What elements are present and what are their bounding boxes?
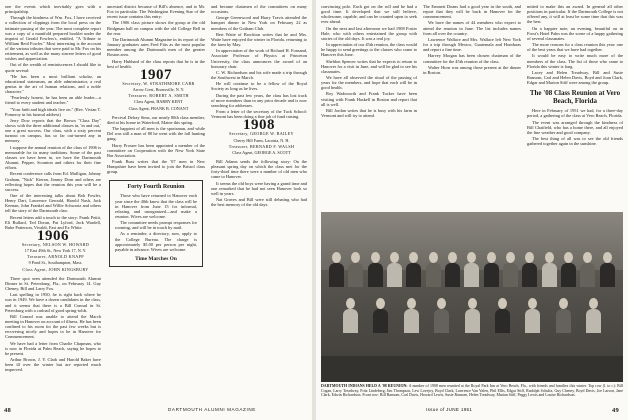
- paragraph: The Emmett Doans had a good year in the south, and report that they will be back in Hanover for the commencement.: [423, 4, 521, 20]
- paragraph: We have the names of 44 members who expect to attend the reunion in June. The list includes names from all over the country.: [423, 20, 521, 36]
- class-officer-line: Treasurer, ROBERT A. SMITH: [128, 93, 189, 99]
- paragraph: Bert Waite of Brockton writes that he and Mrs. Waite have enjoyed the winter in Florida, returning to the farm by May.: [211, 31, 307, 48]
- class-officer-line: Cherry Hill Farm, Laconia, N. H.: [233, 137, 290, 143]
- paragraph: Recent letters add a touch to the story: Frank Pettit, Eli Bullard, Ted Doran, Pat Lyford, Jack Wardell, Rube Patterson, Vivaldi, Fast and Ex White.: [5, 214, 101, 230]
- left-page: [0, 0, 312, 420]
- paragraph: Last spelling in 1950, he is right back where he was in 1949. We have a dozen candidates in the class, and it seems that there is a Bill Conrad in St. Petersburg with a carload of good spring-tolds.: [5, 292, 101, 313]
- story-heading: The '08 Class Reunion at Vero Beach, Florida: [529, 89, 621, 106]
- paragraph: Bill Adams sends the following story: On the pleasant spring day on which the class met for the forty-third time there were a number of old men who came to Hanover.: [211, 159, 307, 180]
- paragraph: ancestral district because of Bill's absence, and to Mr. Fox in particular. The Washington Evening Star of the recent issue contains this entry:: [107, 4, 205, 20]
- paragraph: mitted to make this an award. In general all other positions in particular. If the Dartmouth College is not offered any, it will at least be some time that this was the best.: [527, 4, 623, 25]
- issue-date-footer: Issue of JUNE 1951: [426, 407, 473, 412]
- right-page: [316, 0, 628, 420]
- paragraph: The 1906 class picture shows the group at the old Bridgman hall on campus with the old College Bell in the rear.: [107, 20, 205, 36]
- magazine-name-footer: DARTMOUTH ALUMNI MAGAZINE: [168, 407, 256, 412]
- paragraph: We have all observed the ritual of the passing of years for the members, and hope that each will be in good health.: [321, 74, 417, 91]
- reunion-group-photo: [321, 212, 623, 382]
- paragraph: one the events which inevitably goes with a principalship.: [5, 4, 101, 15]
- paragraph: It seems the old boys were having a grand time and one remarked that he had not seen Hanover look so well in years.: [211, 180, 307, 196]
- class-officer-line: Class Agent, GEORGE A. SCOTT: [232, 149, 291, 155]
- paragraph: Sheldon Spencer writes that he expects to return to Hanover for a visit in June, and will be glad to see his classmates.: [321, 58, 417, 74]
- class-heading-1906: 1906: [37, 227, 69, 244]
- left-column-3: [211, 4, 307, 402]
- paragraph: The committee needs prompt responses for rooming, and will be in touch by mail.: [115, 220, 197, 231]
- paragraph: The Dartmouth Alumni Magazine in its report of the January graduates rates Fred Fitts as the most popular member among the Dartmouth men of the greater Boston area.: [107, 36, 205, 58]
- paragraph: On the next and last afternoon we had 1908 Foster Hale, who with others entertained the group with stories of the old days. It was a real joy.: [321, 25, 417, 41]
- left-column-2: [107, 4, 205, 402]
- paragraph: Three spot seen attended the Dartmouth Alumni Dinner in St. Petersburg, Fla., on February 14. Guy Cheney, Bill and Larry Fox.: [5, 275, 101, 292]
- photo-caption-label: DARTMOUTH INDIANS HELD A '08 REUNION:: [321, 384, 408, 388]
- paragraph: Jerry Dow reports that the Brown "Class Day" shows with the three additional classes in, 'in and out,' one a great success. Our class, with a sixty percent turnout on campus, has so far out-turned any in memory.: [5, 118, 101, 144]
- photo-back-row: [329, 252, 615, 287]
- paragraph: Harvey Morgan has been chosen chairman of the committee for the 45th reunion of the class.: [423, 53, 521, 64]
- class-officer-line: Arrow Crest, Bronxville, N. Y.: [132, 86, 185, 92]
- class-officer-line: Treasurer, ARNOLD KNAPP: [27, 254, 84, 260]
- class-officer-line: Secretary, GEORGE W. BAILEY: [229, 131, 294, 137]
- class-officer-line: Secretary, W. STRATHMORE CARR: [122, 80, 195, 86]
- paragraph: Bill Jordan writes that he is busy with his farm in Vermont and will try to attend.: [321, 107, 417, 118]
- paragraph: Arthur Brown, J. Y. Clark and Harold Baker have been ill over the winter but are reported much improved.: [5, 357, 101, 373]
- class-heading-1907: 1907: [140, 66, 172, 83]
- paragraph: "Your faith and high ideals live on." (Rev. Vivian T. Pomeroy in his funeral address): [5, 106, 101, 117]
- paragraph: Here in February of 1951 we had, for a three-day period, a gathering of the class at Vero Beach, Florida.: [527, 108, 623, 119]
- reunion-notice-box: [109, 180, 203, 267]
- paragraph: and became chairmen of the committees on many occasions.: [211, 4, 307, 15]
- paragraph: From a letter of the secretary of the Tuck School: Vermont has been doing a fine job of fund raising.: [211, 109, 307, 120]
- photo-caption: [321, 384, 623, 398]
- paragraph: The more reasons for a class reunion this year: one of the best years that we have had together.: [527, 42, 623, 53]
- paragraph: The best thing of all was to see the old friends gathered together again in the sunshine.: [527, 136, 623, 147]
- paragraph: Lacey and Helen Treadway, Bill and Susie Ransom, Carl and Helen Davis, Boyd and Joan Clark, Edgar and Marion Stiff were among the group.: [527, 69, 623, 86]
- paragraph: Nat Graves and Bill were still debating who had the best memory of the old days.: [211, 197, 307, 208]
- paragraph: We have had a letter from Charlie Chapman, who is now in Florida at Palm Beach, saying he hopes to be present.: [5, 340, 101, 356]
- paragraph: Roy Wadsworth and Frank Tucker have been visiting with Frank Haskell in Boston and report that all is well.: [321, 91, 417, 107]
- paragraph: convincing polo. Each got on the roll and he had a good time. It developed that we still believe, wholesome, capable, and can be counted upon to seek ever ahead.: [321, 4, 417, 25]
- paragraph: "He has been a most brilliant scholar, an educational statesman, an able administrator, a real genius in the art of human relations, and a noble character.": [5, 73, 101, 95]
- paragraph: Percival Delray Sims, our nearly 80th class member, died at his home in Waterford, Maine this spring.: [107, 114, 205, 125]
- reunion-notice-title: Forty Fourth Reunion: [127, 184, 185, 191]
- page-number-left: 48: [4, 407, 12, 414]
- paragraph: One of the interesting talks about Bob Fowler, Henry Dart, Lawrence Gerould, Harold Nash, Jack Keenan, John Frankel and Willie Schwartz and others tell the story of the Dartmouth clan.: [5, 192, 101, 214]
- paragraph: On a happier note, an evening, beautiful on in Frost's Hotel Palm was the scene of a happy gathering of several classmates.: [527, 25, 623, 41]
- paragraph: George Greenwood and Harry Travis attended the banquet dinner in New York on February 22 as members of the Gotham Club.: [211, 15, 307, 31]
- paragraph: Lawrence Wallace and Mrs. Wallace left New York for a trip through Mexico, Guatemala and Honduras and report a fine time.: [423, 36, 521, 53]
- paragraph: Out of the wealth of reminiscences I should like to quote several:: [5, 62, 101, 73]
- reunion-notice-footer: Time Marches On: [135, 255, 177, 262]
- class-officer-line: 9 Pond St., Southampton, Mass.: [28, 260, 83, 266]
- class-officer-line: Class Agent, HARRY KENT: [134, 99, 183, 105]
- class-officer-line: Class Agent, JOHN KINGSBURY: [22, 266, 89, 272]
- paragraph: Bill Conrad was unable to attend the March meeting in Hanover on account of illness. He has been confined to his room for the past few weeks but is recovering nicely and hopes to be in Hanover for Commencement.: [5, 313, 101, 340]
- paragraph: It would be easy to write much more of the members of the class. The list of those who came to Florida this winter is long.: [527, 53, 623, 69]
- left-column-1: [5, 4, 101, 402]
- right-column-3: [527, 4, 623, 208]
- paragraph: He will continue to be a fellow of the Royal Society as long as he lives.: [211, 81, 307, 92]
- paragraph: In appreciation of the work of Richard H. Fonsand, Associate Professor of Physics at Princeton University, the class announces the award of an honorary chair.: [211, 48, 307, 69]
- class-officer-line: Treasurer, BERNARD F. WALSH: [228, 143, 295, 149]
- paragraph: I suppose the annual reunion of the class of 1906 is memorable for its many traditions. Some of the past classes we have been in, we have the Dartmouth Alumni, Pepper, Scranton and others for their fine efforts.: [5, 144, 101, 171]
- photo-front-row: [343, 298, 601, 333]
- right-column-1: [321, 4, 417, 208]
- class-heading-1908: 1908: [243, 117, 275, 134]
- paragraph: In appreciation of our 45th reunion, the class would be happy to send greetings to the classes who come to Hanover this June.: [321, 42, 417, 58]
- paragraph: Recent conference calls from Ed. Mulligan, Johnny Graham, "Nick" Kieran, Jimmy Dorn and others are reflecting hopes that the reunion this year will be a success.: [5, 171, 101, 192]
- class-officer-line: Class Agent, FRANK B. CONANT: [128, 105, 189, 111]
- class-officer-line: Secretary, NELSON W. HOWARD: [21, 241, 90, 247]
- paragraph: Frank Buss writes that the '07 men in New Hampshire have been invited to join the Bristol class group.: [107, 159, 205, 175]
- paragraph: As a reminder, a directory, now, apply to the College Bureau. The charge is approximately $5.00 per person per night, payable in advance. Wives are welcome.: [115, 231, 197, 252]
- paragraph: The happiest of all men is the sportsman, and while Del was still a man of 80 he went with the fall hunting gang.: [107, 126, 205, 142]
- paragraph: Walter Horn was among those present at the dinner in Boston.: [423, 64, 521, 75]
- paragraph: Harry Hubbard of the class reports that he is in the best of health.: [107, 58, 205, 69]
- class-officer-line: 17 East 49th St., New York 17, N. Y.: [24, 248, 87, 254]
- paragraph: During the past few years, the class has lost track of more members than in any prior decade and is now searching for addresses.: [211, 92, 307, 108]
- paragraph: Those who have returned to Hanover each year since the 40th know that the class will be in Hanover from June 15 for informal, relaxing and unorganized—and make a reunion. Wives are welcome.: [115, 193, 197, 219]
- page-number-right: 49: [612, 407, 620, 414]
- right-column-2: [423, 4, 521, 208]
- paragraph: C. W. Richardson and his wife made a trip through the Southwest in March.: [211, 69, 307, 80]
- paragraph: Harry Prosser has been appointed a member of the committee on Cooperation with the New York State Bar Association.: [107, 142, 205, 158]
- paragraph: The event was arranged through the kindness of Bill Chatfield, who has a home there, and all enjoyed the fine weather and good company.: [527, 119, 623, 135]
- photo-caption-text: A number of 1908 men reunited at the Royal Park Inn at Vero Beach, Fla., with friends and families this winter. Top row (l. to r.): Bill Cogan, Larry Treadway, Fritz Lindeberg, Jim Thompson, Lew Lovejoy, Boyd Clark, Lawrence Van Valen, Phil Ellis, Edgar Stiff, Rudolph Schultz, Guy Cheney, Boyd Davis, Joe Larson, Jane Clark, Edwin Richardson. Front row: Bill Ransom, Carl Davis, Howard Lewis, Susie Ransom, Helen Treadway, Marian Stiff, Peggy Lewis and Louise Richardson.: [321, 384, 623, 398]
- paragraph: Through the kindness of Wm. Fox, I have received a collection of clippings from the local press on the intimate passing of the year. The most complete report was a copy of a manifold prepared booklet under the imprint of Gerald Fowlers's, entitled, "A Tribute to William Reid Fowler." Most interesting is the account of the various tributes that were paid to Mr. Fox on his retirement, as well as the many sincere letters of good wishes and appreciation.: [5, 15, 101, 62]
- paragraph: "Fearlessly honest, he has been an able leader—a friend to every student and teacher.": [5, 95, 101, 106]
